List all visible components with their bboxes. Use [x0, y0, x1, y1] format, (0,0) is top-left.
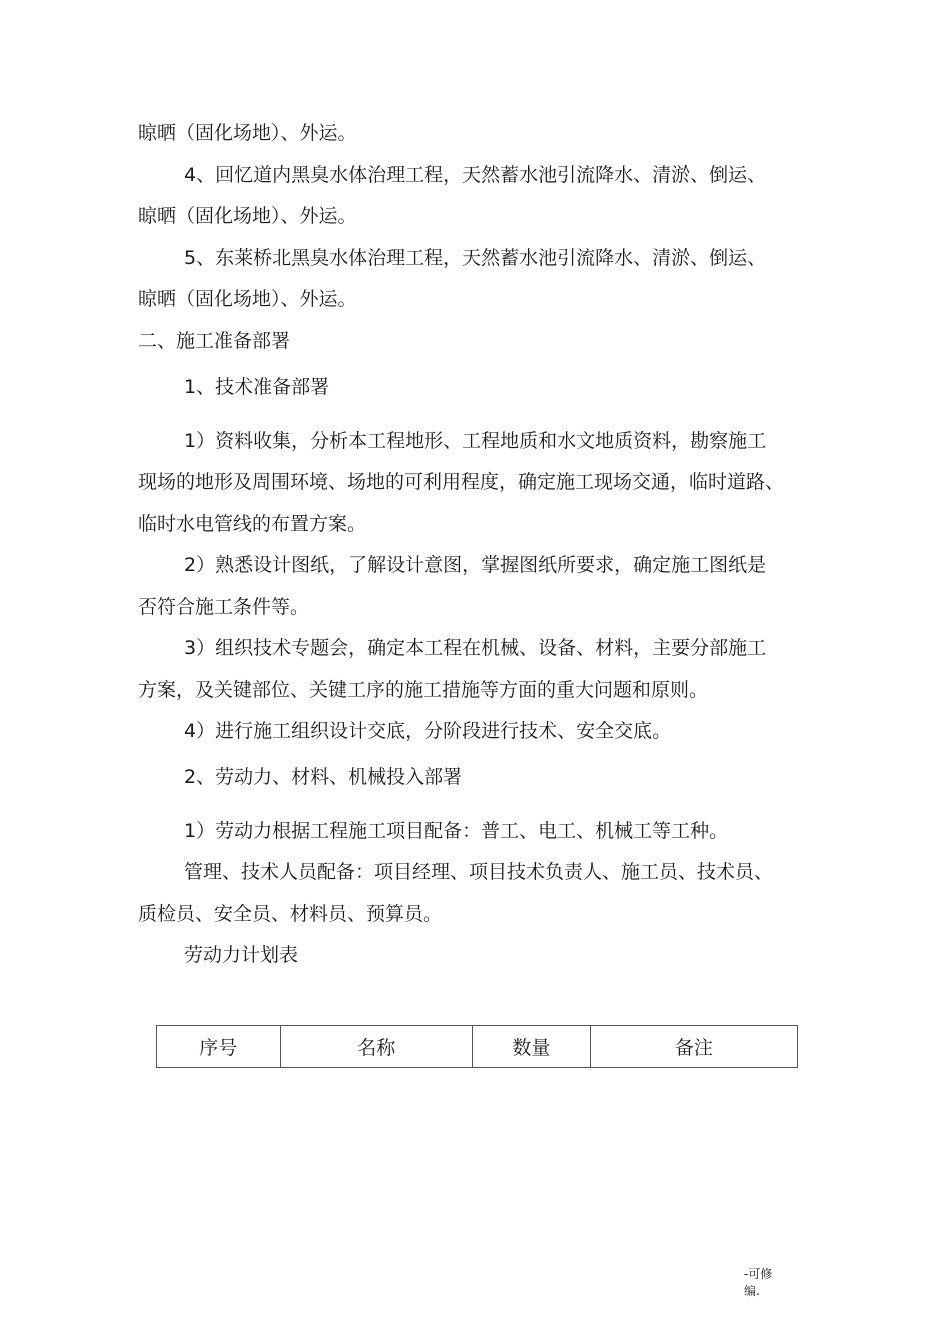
body-text-line: 4）进行施工组织设计交底，分阶段进行技术、安全交底。	[184, 720, 672, 742]
body-text-line: 管理、技术人员配备：项目经理、项目技术负责人、施工员、技术员、	[184, 861, 774, 883]
body-text-line: 质检员、安全员、材料员、预算员。	[138, 903, 443, 925]
footer-note: 编.	[744, 1284, 760, 1298]
body-text-line: 否符合施工条件等。	[138, 596, 310, 618]
labor-plan-table	[156, 1025, 798, 1068]
body-text-line: 晾晒（固化场地）、外运。	[138, 288, 357, 310]
body-text-line: 4、回忆道内黑臭水体治理工程，天然蓄水池引流降水、清淤、倒运、	[184, 164, 767, 186]
body-text-line: 临时水电管线的布置方案。	[138, 513, 367, 535]
subsection-heading: 1、技术准备部署	[184, 376, 330, 398]
body-text-line: 方案，及关键部位、关键工序的施工措施等方面的重大问题和原则。	[138, 679, 709, 701]
body-text-line: 3）组织技术专题会，确定本工程在机械、设备、材料，主要分部施工	[184, 637, 767, 659]
body-text-line: 1）资料收集，分析本工程地形、工程地质和水文地质资料，勘察施工	[184, 430, 767, 452]
body-text-line: 1）劳动力根据工程施工项目配备：普工、电工、机械工等工种。	[184, 820, 729, 842]
table-header-cell: 数量	[473, 1026, 591, 1067]
table-header-cell: 名称	[281, 1026, 473, 1067]
table-header-cell: 备注	[674, 1037, 713, 1059]
table-caption: 劳动力计划表	[184, 944, 299, 966]
body-text-line: 现场的地形及周围环境、场地的可利用程度，确定施工现场交通，临时道路、	[138, 471, 785, 493]
body-text-line: 5、东莱桥北黑臭水体治理工程，天然蓄水池引流降水、清淤、倒运、	[184, 247, 767, 269]
body-text-line: 2）熟悉设计图纸，了解设计意图，掌握图纸所要求，确定施工图纸是	[184, 554, 767, 576]
body-text-line: 晾晒（固化场地）、外运。	[138, 205, 357, 227]
body-text-line: 晾晒（固化场地）、外运。	[138, 122, 357, 144]
section-heading: 二、施工准备部署	[138, 330, 291, 352]
table-header-cell: 序号	[157, 1026, 281, 1067]
subsection-heading: 2、劳动力、材料、机械投入部署	[184, 766, 463, 788]
footer-note: -可修	[744, 1267, 773, 1281]
